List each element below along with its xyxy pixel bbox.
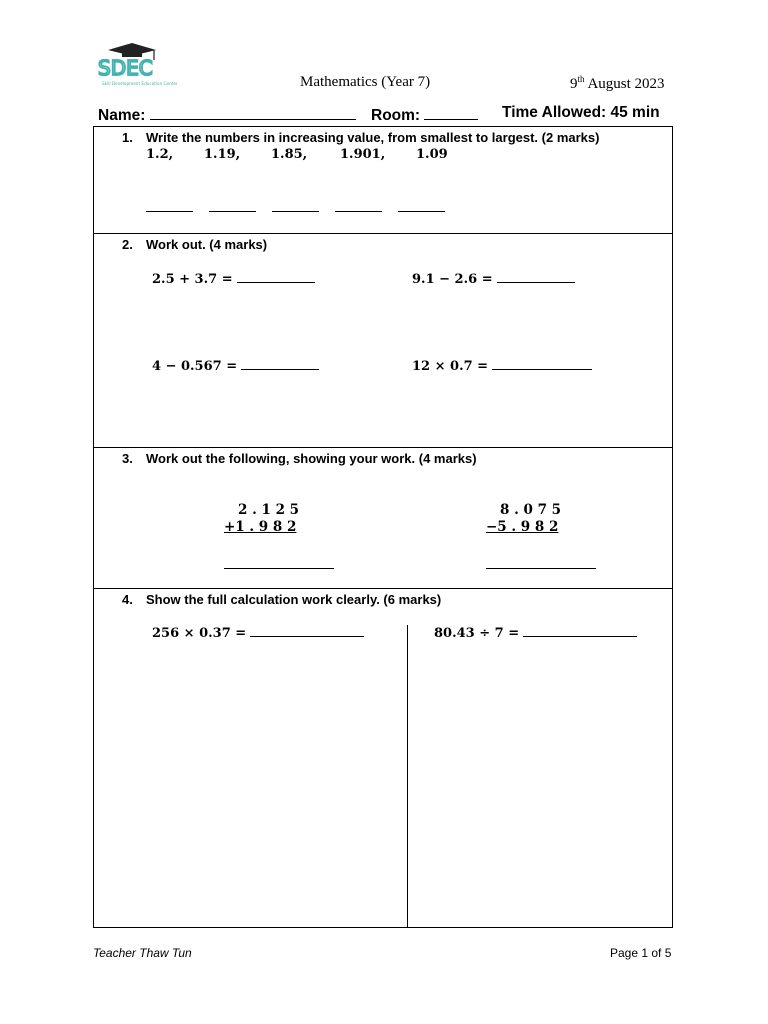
addition-top: 2 . 1 2 5 [238, 502, 300, 518]
answer-blank[interactable] [492, 359, 592, 370]
question-4-title: 4. Show the full calculation work clearly. (6 marks) [122, 592, 442, 607]
number-2: 1.19, [204, 147, 241, 162]
question-4-box [93, 588, 673, 928]
question-3-title: 3. Work out the following, showing your work. (4 marks) [122, 451, 477, 466]
equation-subtract: 9.1 − 2.6 = [412, 272, 575, 287]
answer-blank[interactable] [241, 359, 319, 370]
answer-blank[interactable] [523, 626, 637, 637]
working-area-right[interactable] [418, 649, 663, 919]
answer-blank[interactable] [497, 272, 575, 283]
question-1-box [93, 126, 673, 234]
equation-subtract-decimal: 4 − 0.567 = [152, 359, 319, 374]
exam-date: 9th August 2023 [570, 74, 665, 92]
column-divider [407, 625, 408, 927]
name-field [98, 104, 356, 125]
subtraction-top: 8 . 0 7 5 [500, 502, 562, 518]
room-field [371, 104, 478, 125]
room-blank[interactable] [424, 104, 478, 120]
addition-bottom: +1 . 9 8 2 [224, 519, 297, 535]
working-area-left[interactable] [104, 649, 394, 919]
logo-subtext: Skill Development Education Center [102, 81, 178, 86]
logo-text: SDEC [98, 56, 153, 80]
equation-multiply-decimal: 256 × 0.37 = [152, 626, 364, 641]
number-5: 1.09 [416, 147, 448, 162]
answer-blank[interactable] [250, 626, 364, 637]
number-4: 1.901, [340, 147, 386, 162]
number-3: 1.85, [271, 147, 308, 162]
answer-blank[interactable] [398, 211, 445, 212]
answer-blank[interactable] [237, 272, 315, 283]
name-blank[interactable] [150, 104, 356, 120]
equation-divide: 80.43 ÷ 7 = [434, 626, 637, 641]
answer-blank[interactable] [146, 211, 193, 212]
number-1: 1.2, [146, 147, 174, 162]
page-number: Page 1 of 5 [610, 946, 672, 960]
answer-blank[interactable] [335, 211, 382, 212]
question-1-title: 1. Write the numbers in increasing value, from smallest to largest. (2 marks) [122, 130, 600, 145]
subtraction-bottom: −5 . 9 8 2 [486, 519, 559, 535]
teacher-name: Teacher Thaw Tun [93, 946, 192, 960]
time-allowed: Time Allowed: 45 min [502, 104, 660, 121]
subject-title: Mathematics (Year 7) [300, 74, 431, 90]
equation-multiply: 12 × 0.7 = [412, 359, 592, 374]
room-label: Room: [371, 107, 421, 124]
question-2-box [93, 233, 673, 448]
sdec-logo [96, 42, 178, 88]
question-3-box [93, 447, 673, 589]
subtraction-answer-line[interactable] [486, 568, 596, 569]
question-2-title: 2. Work out. (4 marks) [122, 237, 268, 252]
equation-add: 2.5 + 3.7 = [152, 272, 315, 287]
answer-blank[interactable] [272, 211, 319, 212]
addition-answer-line[interactable] [224, 568, 334, 569]
name-label: Name: [98, 107, 146, 124]
answer-blank[interactable] [209, 211, 256, 212]
